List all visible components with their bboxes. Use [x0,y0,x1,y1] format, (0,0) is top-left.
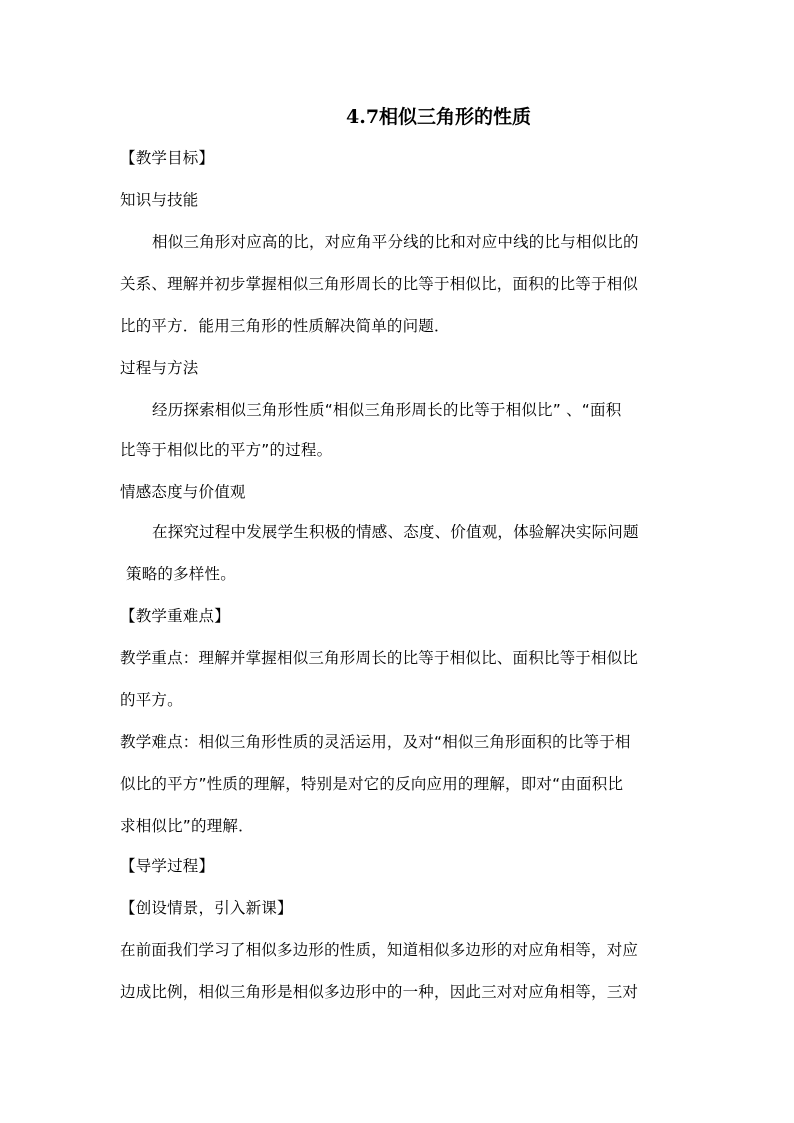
paragraph-line: 求相似比”的理解． [120,817,254,835]
subheading-process-methods: 过程与方法 [120,359,199,377]
document-title: 4.7相似三角形的性质 [346,106,532,128]
paragraph-line: 关系、理解并初步掌握相似三角形周长的比等于相似比，面积的比等于相似 [120,275,639,293]
paragraph-line: 策略的多样性。 [126,565,236,583]
paragraph-line: 在前面我们学习了相似多边形的性质，知道相似多边形的对应角相等，对应 [120,941,639,959]
paragraph-line: 似比的平方”性质的理解，特别是对它的反向应用的理解，即对“由面积比 [120,775,624,793]
paragraph-line: 比等于相似比的平方”的过程。 [120,441,333,459]
section-heading-teaching-goals: 【教学目标】 [120,149,215,167]
section-heading-guided-process: 【导学过程】 [120,857,215,875]
subheading-knowledge-skills: 知识与技能 [120,191,199,209]
subheading-emotion-values: 情感态度与价值观 [120,483,246,501]
paragraph-line: 边成比例，相似三角形是相似多边形中的一种，因此三对对应角相等，三对 [120,983,639,1001]
paragraph-line: 的平方。 [120,691,183,709]
paragraph-line: 在探究过程中发展学生积极的情感、态度、价值观，体验解决实际问题 [152,523,639,541]
paragraph-line: 教学重点：理解并掌握相似三角形周长的比等于相似比、面积比等于相似比 [120,649,639,667]
paragraph-line: 教学难点：相似三角形性质的灵活运用，及对“相似三角形面积的比等于相 [120,733,631,751]
paragraph-line: 相似三角形对应高的比，对应角平分线的比和对应中线的比与相似比的 [152,233,639,251]
section-heading-introduction: 【创设情景，引入新课】 [120,899,293,917]
paragraph-line: 经历探索相似三角形性质“相似三角形周长的比等于相似比” 、“面积 [152,401,622,419]
paragraph-line: 比的平方．能用三角形的性质解决简单的问题． [120,317,450,335]
section-heading-key-points: 【教学重难点】 [120,607,230,625]
